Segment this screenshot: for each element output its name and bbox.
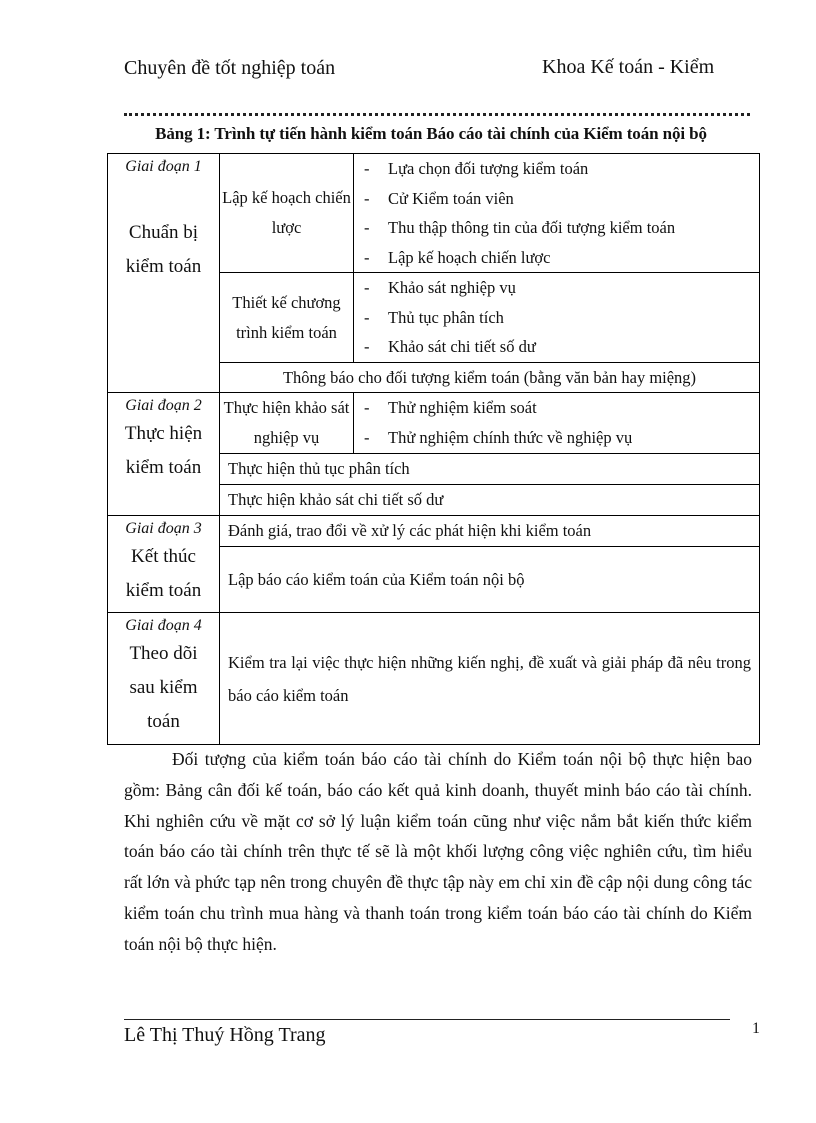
list-item: - Thu thập thông tin của đối tượng kiểm toán (364, 218, 676, 237)
phase-3-row1: Đánh giá, trao đổi về xử lý các phát hiện khi kiểm toán (220, 516, 760, 547)
footer-divider (124, 1019, 730, 1020)
list-item: - Lựa chọn đối tượng kiểm toán (364, 159, 589, 178)
phase-2-name: Thực hiện kiểm toán (124, 423, 203, 478)
list-item: - Khảo sát nghiệp vụ (364, 278, 516, 297)
phase-1-sub1-items (354, 154, 760, 273)
phase-3-label: Giai đoạn 3 (125, 520, 202, 537)
phase-1-label: Giai đoạn 1 (125, 158, 202, 175)
footer-author: Lê Thị Thuý Hồng Trang (124, 1024, 326, 1046)
header-right-title: Khoa Kế toán - Kiểm (542, 56, 715, 78)
list-item: - Cử Kiểm toán viên (364, 188, 514, 208)
list-item: - Khảo sát chi tiết số dư (364, 337, 536, 356)
phase-1-name: Chuẩn bị kiểm toán (125, 222, 202, 277)
phase-1-sub2-title: Thiết kế chương trình kiểm toán (220, 273, 354, 363)
phase-2-label: Giai đoạn 2 (125, 397, 202, 414)
phase-2-cell (108, 393, 220, 516)
list-item: - Lập kế hoạch chiến lược (364, 247, 551, 267)
phase-2-sub1-title: Thực hiện khảo sát nghiệp vụ (220, 393, 354, 454)
phase-1-cell (108, 154, 220, 393)
phase-4-label: Giai đoạn 4 (125, 617, 202, 634)
list-item: - Thử nghiệm chính thức về nghiệp vụ (364, 427, 633, 447)
phase-3-name: Kết thúc kiểm toán (125, 546, 202, 601)
phase-2-row3: Thực hiện khảo sát chi tiết số dư (220, 485, 760, 516)
header-left-title: Chuyên đề tốt nghiệp toán (124, 57, 336, 79)
phase-1-sub1-title: Lập kế hoạch chiến lược (220, 154, 354, 273)
phase-1-sub2-items (354, 273, 760, 363)
phase-2-sub1-items (354, 393, 760, 454)
phase-3-cell (108, 516, 220, 613)
phase-4-cell (108, 613, 220, 745)
body-paragraph: Đối tượng của kiểm toán báo cáo tài chính do Kiểm toán nội bộ thực hiện bao gồm: Bảng cân đối kế toán, báo cáo kết quả kinh doanh, thuyết minh báo cáo tài chính. Khi nghiên cứu về mặt cơ sở lý luận kiểm toán cũng như việc nắm bắt kiến thức kiểm toán báo cáo tài chính trên thực tế sẽ là một khối lượng công việc nghiên cứu, tìm hiểu rất lớn và phức tạp nên trong chuyên đề thực tập này em chỉ xin đề cập nội dung công tác kiểm toán chu trình mua hàng và thanh toán trong kiểm toán báo cáo tài chính do Kiểm toán nội bộ thực hiện. (124, 749, 752, 954)
phase-2-row2: Thực hiện thủ tục phân tích (220, 454, 760, 485)
phase-4-row1: Kiểm tra lại việc thực hiện những kiến nghị, đề xuất và giải pháp đã nêu trong báo cáo kiểm toán (220, 613, 760, 745)
list-item: - Thủ tục phân tích (364, 307, 504, 327)
phase-4-name: Theo dõi sau kiểm toán (129, 643, 198, 732)
header-divider (124, 113, 750, 116)
body-paragraph-block (124, 744, 752, 960)
list-item: - Thử nghiệm kiểm soát (364, 398, 537, 417)
page-number: 1 (752, 1020, 760, 1037)
table-caption: Bảng 1: Trình tự tiến hành kiểm toán Báo cáo tài chính của Kiểm toán nội bộ (155, 124, 707, 143)
phase-1-notice: Thông báo cho đối tượng kiểm toán (bằng văn bản hay miệng) (220, 363, 760, 393)
audit-process-table (107, 153, 760, 745)
phase-3-row2: Lập báo cáo kiểm toán của Kiểm toán nội bộ (220, 547, 760, 613)
